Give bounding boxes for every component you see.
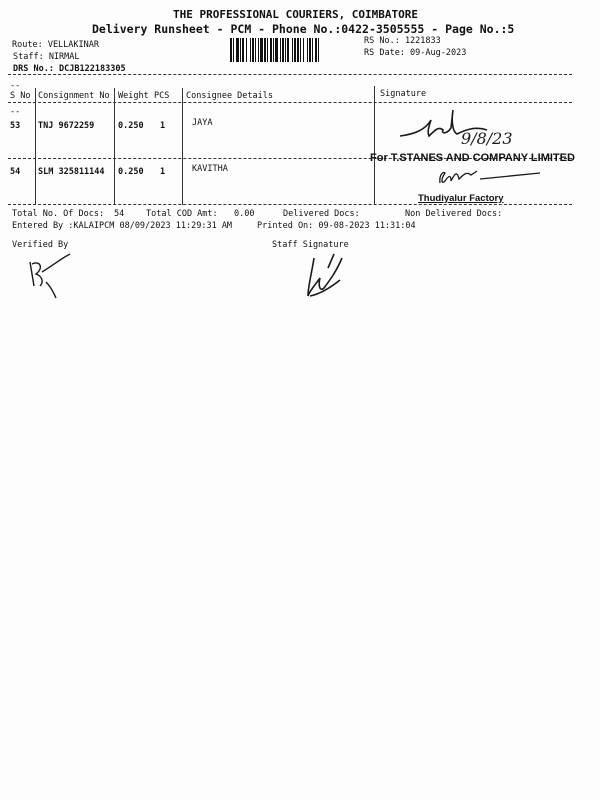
header-marker: --	[10, 81, 21, 91]
runsheet-title: Delivery Runsheet - PCM - Phone No.:0422-3505555 - Page No.:5	[92, 22, 515, 36]
col-consignee: Consignee Details	[186, 91, 273, 101]
col-weight: Weight	[118, 91, 149, 101]
drs-number: DRS No.: DCJB122183305	[13, 64, 126, 74]
table-vline	[35, 88, 36, 205]
entered-by: Entered By :KALAIPCM 08/09/2023 11:29:31 AM	[12, 221, 233, 231]
row-marker: --	[10, 107, 21, 117]
row-weight: 0.250	[118, 121, 144, 131]
company-stamp: For T.STANES AND COMPANY LIMITED	[370, 152, 575, 164]
rs-number: RS No.: 1221833	[364, 36, 441, 46]
row-sno: 54	[10, 167, 21, 177]
col-signature: Signature	[380, 89, 427, 99]
row-pcs: 1	[160, 121, 166, 131]
table-vline	[182, 88, 183, 205]
printed-on: Printed On: 09-08-2023 11:31:04	[257, 221, 416, 231]
barcode-bar	[319, 38, 320, 62]
non-delivered-docs-label: Non Delivered Docs:	[405, 209, 503, 219]
company-title: THE PROFESSIONAL COURIERS, COIMBATORE	[173, 8, 419, 21]
row-consignment: SLM 325811144	[38, 167, 105, 177]
verifier-signature	[22, 252, 82, 302]
verified-by-label: Verified By	[12, 240, 69, 250]
table-vline	[114, 88, 115, 205]
row-consignee: JAYA	[192, 118, 213, 128]
signature-date: 9/8/23	[461, 129, 513, 148]
divider-bottom	[8, 204, 572, 205]
divider-top	[8, 74, 572, 75]
staff-signature	[300, 248, 360, 308]
total-cod-label: Total COD Amt:	[146, 209, 218, 219]
stamp-signature	[425, 165, 555, 195]
col-sno: S No	[10, 91, 31, 101]
total-cod-value: 0.00	[234, 209, 255, 219]
row-weight: 0.250	[118, 167, 144, 177]
delivered-docs-label: Delivered Docs:	[283, 209, 360, 219]
total-docs-value: 54	[114, 209, 125, 219]
row-consignee: KAVITHA	[192, 164, 228, 174]
row-consignment: TNJ 9672259	[38, 121, 95, 131]
barcode	[230, 38, 356, 62]
row-sno: 53	[10, 121, 21, 131]
route-label: Route: VELLAKINAR	[12, 40, 99, 50]
table-vline	[374, 86, 375, 205]
staff-signature-label: Staff Signature	[272, 240, 349, 250]
total-docs-label: Total No. Of Docs:	[12, 209, 105, 219]
factory-stamp: Thudiyalur Factory	[418, 193, 504, 204]
receiver-signature	[395, 108, 555, 158]
row-pcs: 1	[160, 167, 166, 177]
divider-header	[8, 102, 572, 103]
rs-date: RS Date: 09-Aug-2023	[364, 48, 467, 58]
staff-label: Staff: NIRMAL	[13, 52, 80, 62]
col-pcs: PCS	[154, 91, 170, 101]
col-consignment: Consignment No	[38, 91, 110, 101]
